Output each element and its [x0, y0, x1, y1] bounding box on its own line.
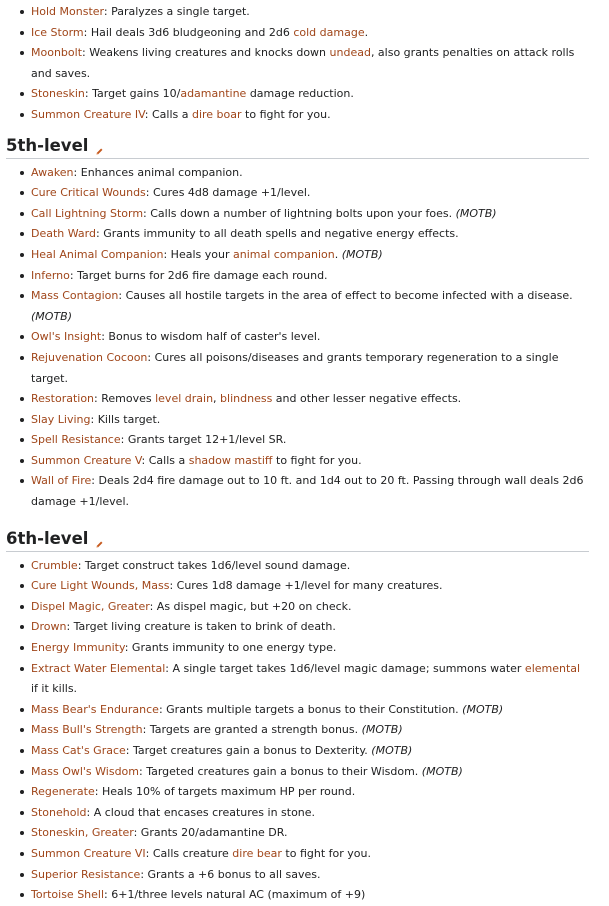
- spell-list-item: [20, 245, 589, 266]
- inline-link[interactable]: dire bear: [232, 846, 282, 860]
- spell-description: : Grants immunity to one energy type.: [124, 641, 337, 655]
- spell-description: : Calls a: [141, 453, 189, 467]
- spell-name-link[interactable]: Slay Living: [31, 412, 91, 426]
- spell-name-link[interactable]: Stoneskin: [31, 87, 85, 101]
- spell-description: : Removes: [94, 392, 156, 406]
- source-reference: (MOTB): [462, 702, 504, 716]
- spell-description: : Hail deals 3d6 bludgeoning and 2d6: [83, 25, 294, 39]
- spell-list-item: [20, 2, 589, 23]
- spell-list-item: [20, 348, 589, 389]
- spell-list-item: [20, 659, 589, 700]
- spell-description: : Weakens living creatures and knocks down: [82, 46, 330, 60]
- spell-list-5th-level: [6, 163, 589, 513]
- spell-name-link[interactable]: Mass Contagion: [31, 289, 119, 303]
- spell-list-item: [20, 700, 589, 721]
- spell-description: to fight for you.: [241, 107, 331, 121]
- spell-name-link[interactable]: Cure Light Wounds, Mass: [31, 579, 170, 593]
- spell-name-link[interactable]: Drown: [31, 620, 67, 634]
- spell-list-item: [20, 597, 589, 618]
- spell-list-item: [20, 576, 589, 597]
- spell-name-link[interactable]: Awaken: [31, 165, 74, 179]
- spell-description: .: [364, 25, 369, 39]
- edit-pencil-icon[interactable]: [95, 141, 104, 150]
- inline-link[interactable]: cold damage: [293, 25, 365, 39]
- spell-list-item: [20, 617, 589, 638]
- spell-description: : Cures all poisons/diseases and grants temporary regeneration to a single target.: [31, 350, 559, 385]
- spell-name-link[interactable]: Extract Water Elemental: [31, 661, 166, 675]
- heading-5th-level: [6, 136, 589, 159]
- spell-name-link[interactable]: Mass Cat's Grace: [31, 744, 126, 757]
- inline-link[interactable]: adamantine: [180, 87, 247, 101]
- spell-list-item: [20, 451, 589, 472]
- edit-pencil-icon[interactable]: [95, 534, 104, 543]
- section-title: 6th-level: [6, 528, 89, 548]
- spell-list-item: [20, 410, 589, 431]
- source-reference: (MOTB): [455, 206, 497, 220]
- spell-name-link[interactable]: Dispel Magic, Greater: [31, 599, 150, 613]
- spell-list-item: [20, 885, 589, 906]
- spell-description: : Heals your: [163, 247, 233, 261]
- spell-description: : Cures 1d8 damage +1/level for many creatures.: [169, 579, 443, 593]
- spell-description: : Calls creature: [145, 846, 233, 860]
- spell-list-item: [20, 762, 589, 783]
- spell-description: : Grants a +6 bonus to all saves.: [140, 867, 321, 881]
- spell-name-link[interactable]: Mass Owl's Wisdom: [31, 764, 140, 778]
- spell-list-page: [0, 2, 609, 906]
- spell-list-item: [20, 638, 589, 659]
- spell-description: and other lesser negative effects.: [272, 392, 462, 406]
- spell-list-item: [20, 430, 589, 451]
- spell-list-item: [20, 865, 589, 886]
- spell-list-item: [20, 84, 589, 105]
- spell-list-item: [20, 43, 589, 84]
- spell-list-item: [20, 224, 589, 245]
- spell-description: if it kills.: [31, 682, 78, 696]
- spell-name-link[interactable]: Restoration: [31, 392, 95, 406]
- source-reference: (MOTB): [361, 723, 403, 737]
- spell-description: : Grants immunity to all death spells and negative energy effects.: [96, 227, 459, 241]
- spell-name-link[interactable]: Stonehold: [31, 805, 87, 819]
- spell-description: : Enhances animal companion.: [73, 165, 243, 179]
- spell-description: : Targets are granted a strength bonus.: [142, 723, 362, 737]
- spell-name-link[interactable]: Call Lightning Storm: [31, 206, 144, 220]
- inline-link[interactable]: animal companion: [232, 247, 335, 261]
- spell-name-link[interactable]: Energy Immunity: [31, 641, 125, 655]
- spell-description: damage reduction.: [246, 87, 354, 101]
- spell-list-item: [20, 844, 589, 865]
- spell-list-item: [20, 204, 589, 225]
- spell-name-link[interactable]: Rejuvenation Cocoon: [31, 350, 148, 364]
- spell-list-item: [20, 803, 589, 824]
- spell-name-link[interactable]: Ice Storm: [31, 25, 84, 39]
- spell-name-link[interactable]: Summon Creature VI: [31, 846, 146, 860]
- spell-list-item: [20, 471, 589, 512]
- spell-description: : 6+1/three levels natural AC (maximum of +9): [104, 888, 366, 902]
- source-reference: (MOTB): [421, 764, 463, 778]
- source-reference: (MOTB): [341, 247, 383, 261]
- spell-name-link[interactable]: Stoneskin, Greater: [31, 826, 134, 840]
- spell-description: : Calls down a number of lightning bolts upon your foes.: [143, 206, 456, 220]
- inline-link[interactable]: elemental: [524, 661, 581, 675]
- spell-name-link[interactable]: Cure Critical Wounds: [31, 186, 146, 200]
- spell-name-link[interactable]: Summon Creature IV: [31, 107, 145, 121]
- source-reference: (MOTB): [371, 744, 413, 757]
- spell-list-item: [20, 720, 589, 741]
- spell-name-link[interactable]: Death Ward: [31, 227, 96, 241]
- spell-description: : Target creatures gain a bonus to Dexterity.: [125, 744, 372, 757]
- spell-name-link[interactable]: Wall of Fire: [31, 474, 92, 488]
- spell-description: : Paralyzes a single target.: [103, 5, 250, 18]
- spell-name-link[interactable]: Summon Creature V: [31, 453, 142, 467]
- spell-name-link[interactable]: Mass Bear's Endurance: [31, 702, 159, 716]
- spell-description: : A cloud that encases creatures in stone.: [86, 805, 316, 819]
- spell-list-item: [20, 286, 589, 327]
- spell-name-link[interactable]: Heal Animal Companion: [31, 247, 164, 261]
- spell-description: : Calls a: [144, 107, 192, 121]
- spell-list-6th-level: [6, 556, 589, 906]
- spell-name-link[interactable]: Tortoise Shell: [31, 888, 105, 902]
- spell-name-link[interactable]: Inferno: [31, 268, 70, 282]
- spell-description: : Target burns for 2d6 fire damage each round.: [69, 268, 328, 282]
- spell-description: : Deals 2d4 fire damage out to 10 ft. and 1d4 out to 20 ft. Passing through wall deals 2d6 damage +1/level.: [31, 474, 584, 509]
- spell-description: .: [334, 247, 342, 261]
- inline-link[interactable]: blindness: [220, 392, 273, 406]
- spell-description: : Target living creature is taken to brink of death.: [66, 620, 336, 634]
- inline-link[interactable]: undead: [329, 46, 371, 60]
- spell-list-item: [20, 782, 589, 803]
- spell-description: : Causes all hostile targets in the area of effect to become infected with a disease.: [118, 289, 573, 303]
- spell-description: : Grants 20/adamantine DR.: [133, 826, 288, 840]
- spell-description: : Kills target.: [90, 412, 161, 426]
- spell-description: : Target gains 10/: [84, 87, 181, 101]
- spell-list-item: [20, 556, 589, 577]
- spell-description: : Bonus to wisdom half of caster's level.: [101, 330, 321, 344]
- spell-name-link[interactable]: Superior Resistance: [31, 867, 141, 881]
- spell-description: : Grants multiple targets a bonus to their Constitution.: [158, 702, 463, 716]
- spell-description: : Targeted creatures gain a bonus to their Wisdom.: [139, 764, 422, 778]
- spell-list-item: [20, 327, 589, 348]
- spell-list-item: [20, 183, 589, 204]
- spell-description: , also grants penalties on attack rolls and saves.: [31, 46, 575, 80]
- spell-description: : Cures 4d8 damage +1/level.: [145, 186, 311, 200]
- spell-description: to fight for you.: [281, 846, 371, 860]
- spell-list-item: [20, 23, 589, 44]
- spell-name-link[interactable]: Crumble: [31, 558, 78, 572]
- spell-description: : A single target takes 1d6/level magic damage; summons water: [165, 661, 525, 675]
- spell-description: to fight for you.: [272, 453, 362, 467]
- spell-list-item: [20, 163, 589, 184]
- section-title: 5th-level: [6, 135, 89, 155]
- source-reference: (MOTB): [31, 309, 72, 323]
- spell-description: ,: [213, 392, 221, 406]
- spell-name-link[interactable]: Mass Bull's Strength: [31, 723, 143, 737]
- spell-name-link[interactable]: Moonbolt: [31, 46, 83, 60]
- inline-link[interactable]: shadow mastiff: [188, 453, 273, 467]
- heading-6th-level: [6, 529, 589, 552]
- spell-list-item: [20, 105, 589, 126]
- spell-list-item: [20, 389, 589, 410]
- spell-description: : Grants target 12+1/level SR.: [120, 433, 287, 447]
- spell-name-link[interactable]: Hold Monster: [31, 5, 104, 18]
- spell-description: : As dispel magic, but +20 on check.: [149, 599, 352, 613]
- inline-link[interactable]: level drain: [155, 392, 214, 406]
- inline-link[interactable]: dire boar: [191, 107, 242, 121]
- spell-description: : Target construct takes 1d6/level sound damage.: [77, 558, 351, 572]
- spell-name-link[interactable]: Owl's Insight: [31, 330, 102, 344]
- spell-list-item: [20, 741, 589, 762]
- spell-list-item: [20, 266, 589, 287]
- spell-list-4th-level: [6, 2, 589, 126]
- spell-name-link[interactable]: Regenerate: [31, 785, 95, 799]
- spell-name-link[interactable]: Spell Resistance: [31, 433, 121, 447]
- spell-description: : Heals 10% of targets maximum HP per round.: [94, 785, 356, 799]
- spell-list-item: [20, 823, 589, 844]
